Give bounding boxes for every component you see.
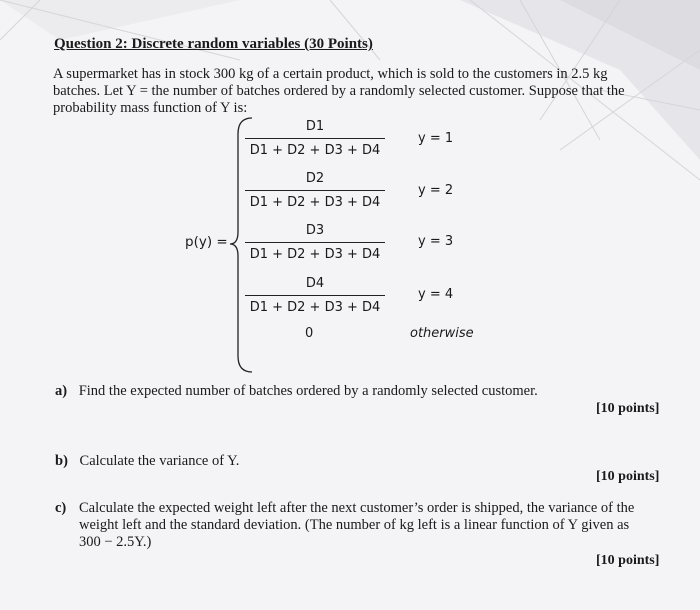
pmf-denominator: D1 + D2 + D3 + D4 [249,247,381,262]
pmf-numerator: D2 [305,171,325,186]
pmf-condition-4: y = 4 [418,287,454,302]
pmf-numerator: D1 [305,119,325,134]
question-title: Question 2: Discrete random variables (30 Points) [54,36,373,52]
pmf-case-2 [245,170,385,212]
part-c-points: [10 points] [596,553,660,568]
fraction-bar [245,190,385,191]
fraction-bar [245,295,385,296]
pmf-condition-3: y = 3 [418,234,454,249]
part-a-label: a) [55,383,68,399]
pmf-case-1 [245,118,385,160]
part-b [55,453,239,470]
pmf-condition-2: y = 2 [418,183,454,198]
pmf-case-3 [245,222,385,264]
part-a-points: [10 points] [596,401,660,416]
pmf-numerator: D4 [305,276,325,291]
pmf-denominator: D1 + D2 + D3 + D4 [249,143,381,158]
pmf-denominator: D1 + D2 + D3 + D4 [249,195,381,210]
question-intro: A supermarket has in stock 300 kg of a certain product, which is sold to the customers in 2.5 kg batches. Let Y = the number of batches ordered by a randomly selected customer. Suppose that the probability mass function of Y is: [53,66,625,116]
pmf-otherwise-label: otherwise [410,326,474,341]
pmf-numerator: D3 [305,223,325,238]
pmf-label: p(y) = [185,234,228,250]
pmf-condition-1: y = 1 [418,131,454,146]
part-b-points: [10 points] [596,469,660,484]
pmf-otherwise-value: 0 [305,326,314,341]
part-c-text: Calculate the expected weight left after the next customer’s order is shipped, the variance of the weight left and the standard deviation. (The number of kg left is a linear function of Y given as 300 − 2.5Y.) [79,500,635,550]
pmf-denominator: D1 + D2 + D3 + D4 [249,300,381,315]
part-a [55,383,538,400]
fraction-bar [245,242,385,243]
part-c-label: c) [55,500,67,516]
pmf-case-4 [245,275,385,317]
part-b-label: b) [55,453,68,469]
part-b-text: Calculate the variance of Y. [79,453,240,469]
fraction-bar [245,138,385,139]
part-a-text: Find the expected number of batches ordered by a randomly selected customer. [78,383,538,399]
